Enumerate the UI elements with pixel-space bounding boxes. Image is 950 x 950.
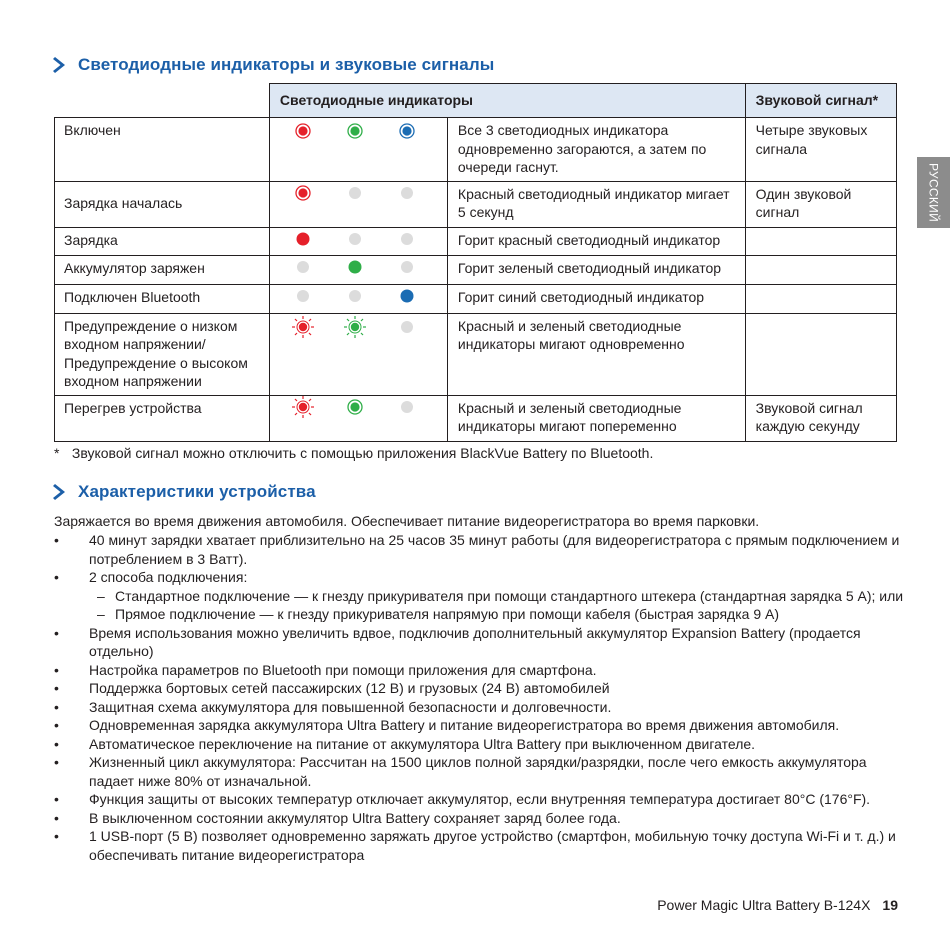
led-off-icon — [291, 256, 343, 278]
header-sound: Звуковой сигнал* — [745, 84, 896, 118]
led-off-icon — [395, 396, 447, 418]
state-cell: Включен — [55, 118, 270, 182]
led-off-icon — [343, 228, 395, 250]
list-item — [54, 698, 914, 717]
chevron-right-icon — [52, 483, 68, 501]
features-list — [54, 531, 914, 864]
list-item-text: Защитная схема аккумулятора для повышенной безопасности и долговечности. — [89, 698, 612, 715]
product-name: Power Magic Ultra Battery B-124X — [657, 897, 871, 913]
list-item-text: Одновременная зарядка аккумулятора Ultra Battery и питание видеорегистратора во время движения автомобиля. — [89, 717, 840, 733]
list-item — [54, 753, 914, 790]
sound-cell: Один звуковой сигнал — [745, 181, 896, 227]
state-cell: Зарядка началась — [55, 181, 270, 227]
dash: – — [97, 606, 105, 622]
bullet: • — [54, 698, 59, 715]
features-intro: Заряжается во время движения автомобиля. Обеспечивает питание видеорегистратора во время парковки. — [54, 513, 760, 529]
list-item — [54, 827, 914, 864]
table-corner — [55, 84, 270, 118]
description-cell: Красный светодиодный индикатор мигает 5 секунд — [447, 181, 745, 227]
list-item — [54, 568, 914, 624]
sound-cell: Звуковой сигнал каждую секунду — [745, 395, 896, 441]
led-green-blink-icon — [343, 316, 395, 338]
led-indicator-table — [54, 83, 897, 442]
footnote-mark: * — [54, 445, 60, 461]
state-cell: Зарядка — [55, 227, 270, 255]
led-off-icon — [291, 285, 343, 307]
sub-list-item — [97, 587, 914, 606]
description-cell: Горит синий светодиодный индикатор — [447, 284, 745, 313]
sub-list-item — [97, 605, 914, 624]
led-off-icon — [343, 182, 395, 204]
sound-cell: Четыре звуковых сигнала — [745, 118, 896, 182]
description-cell: Горит красный светодиодный индикатор — [447, 227, 745, 255]
section-heading-leds — [52, 55, 494, 75]
bullet: • — [54, 791, 59, 807]
led-off-icon — [395, 228, 447, 250]
sound-cell — [745, 313, 896, 395]
table-row — [55, 118, 897, 182]
led-cell — [269, 395, 447, 441]
bullet: • — [54, 809, 59, 826]
bullet: • — [54, 754, 59, 770]
list-item-text: Настройка параметров по Bluetooth при помощи приложения для смартфона. — [89, 661, 597, 678]
sound-cell — [745, 227, 896, 255]
table-row — [55, 284, 897, 313]
led-off-icon — [395, 316, 447, 338]
table-row — [55, 313, 897, 395]
bullet: • — [54, 624, 59, 641]
list-item-text: 1 USB-порт (5 В) позволяет одновременно заряжать другое устройство (смартфон, мобильную точку доступа Wi-Fi и т. д.) и обеспечивать питание видеорегистратора — [89, 828, 896, 863]
bullet: • — [54, 661, 59, 678]
list-item — [54, 790, 914, 809]
state-cell: Предупреждение о низком входном напряжении/ Предупреждение о высоком входном напряжении — [55, 313, 270, 395]
bullet: • — [54, 532, 59, 548]
section-title: Светодиодные индикаторы и звуковые сигналы — [78, 55, 495, 74]
list-item — [54, 531, 914, 568]
list-item-text: Жизненный цикл аккумулятора: Рассчитан на 1500 циклов полной зарядки/разрядки, после чего емкость аккумулятора падает ниже 80% от изначальной. — [89, 754, 867, 789]
list-item-text: 2 способа подключения: — [89, 569, 248, 585]
led-cell — [269, 284, 447, 313]
bullet: • — [54, 735, 59, 752]
state-cell: Перегрев устройства — [55, 395, 270, 441]
list-item — [54, 679, 914, 698]
description-cell: Все 3 светодиодных индикатора одновременно загораются, а затем по очереди гаснут. — [447, 118, 745, 182]
description-cell: Горит зеленый светодиодный индикатор — [447, 255, 745, 284]
sub-list-item-text: Стандартное подключение — к гнезду прикуривателя при помощи стандартного штекера (стандартная зарядка 5 А); или — [115, 587, 904, 604]
led-off-icon — [343, 285, 395, 307]
chevron-right-icon — [52, 56, 68, 74]
section-heading-features — [52, 482, 316, 502]
list-item-text: Поддержка бортовых сетей пассажирских (12 В) и грузовых (24 В) автомобилей — [89, 680, 610, 696]
language-tab-label: РУССКИЙ — [926, 162, 941, 223]
page-footer — [657, 897, 898, 913]
led-cell — [269, 313, 447, 395]
bullet: • — [54, 828, 59, 844]
led-green-on-icon — [343, 120, 395, 142]
list-item-text: 40 минут зарядки хватает приблизительно на 25 часов 35 минут работы (для видеорегистратора с прямым подключением и потреблением в 3 Ватт). — [89, 532, 900, 567]
table-row — [55, 227, 897, 255]
state-cell: Аккумулятор заряжен — [55, 255, 270, 284]
list-item-text: В выключенном состоянии аккумулятор Ultra Battery сохраняет заряд более года. — [89, 809, 621, 826]
sub-list-item-text: Прямое подключение — к гнезду прикуривателя напрямую при помощи кабеля (быстрая зарядка 9 А) — [115, 606, 779, 622]
list-item — [54, 661, 914, 680]
table-row — [55, 181, 897, 227]
table-row — [55, 395, 897, 441]
led-red-on-icon — [291, 120, 343, 142]
dash: – — [97, 587, 105, 604]
bullet: • — [54, 569, 59, 585]
sound-cell — [745, 284, 896, 313]
led-red-solid-icon — [291, 228, 343, 250]
list-item — [54, 735, 914, 754]
description-cell: Красный и зеленый светодиодные индикаторы мигают одновременно — [447, 313, 745, 395]
led-red-blink-icon — [291, 316, 343, 338]
led-off-icon — [395, 182, 447, 204]
led-green-solid-icon — [343, 256, 395, 278]
description-cell: Красный и зеленый светодиодные индикаторы мигают попеременно — [447, 395, 745, 441]
footnote — [54, 445, 653, 461]
table-row — [55, 255, 897, 284]
list-item — [54, 716, 914, 735]
section-title: Характеристики устройства — [78, 482, 316, 501]
header-leds: Светодиодные индикаторы — [269, 84, 745, 118]
list-item — [54, 624, 914, 661]
language-tab — [917, 157, 950, 228]
led-cell — [269, 227, 447, 255]
led-off-icon — [395, 256, 447, 278]
sound-cell — [745, 255, 896, 284]
list-item-text: Функция защиты от высоких температур отключает аккумулятор, если внутренняя температура достигает 80°C (176°F). — [89, 791, 871, 807]
led-green-on-icon — [343, 396, 395, 418]
led-blue-solid-icon — [395, 285, 447, 307]
footnote-text: Звуковой сигнал можно отключить с помощью приложения BlackVue Battery по Bluetooth. — [71, 445, 654, 461]
led-cell — [269, 118, 447, 182]
led-red-blink-icon — [291, 396, 343, 418]
list-item-text: Время использования можно увеличить вдвое, подключив дополнительный аккумулятор Expansion Battery (продается отдельно) — [89, 624, 861, 659]
bullet: • — [54, 717, 59, 733]
led-cell — [269, 181, 447, 227]
led-blue-on-icon — [395, 120, 447, 142]
list-item-text: Автоматическое переключение на питание от аккумулятора Ultra Battery при выключенном двигателе. — [89, 735, 756, 752]
bullet: • — [54, 680, 59, 696]
led-cell — [269, 255, 447, 284]
sub-list — [89, 587, 914, 624]
page-number: 19 — [882, 897, 898, 913]
list-item — [54, 809, 914, 828]
state-cell: Подключен Bluetooth — [55, 284, 270, 313]
led-red-on-icon — [291, 182, 343, 204]
